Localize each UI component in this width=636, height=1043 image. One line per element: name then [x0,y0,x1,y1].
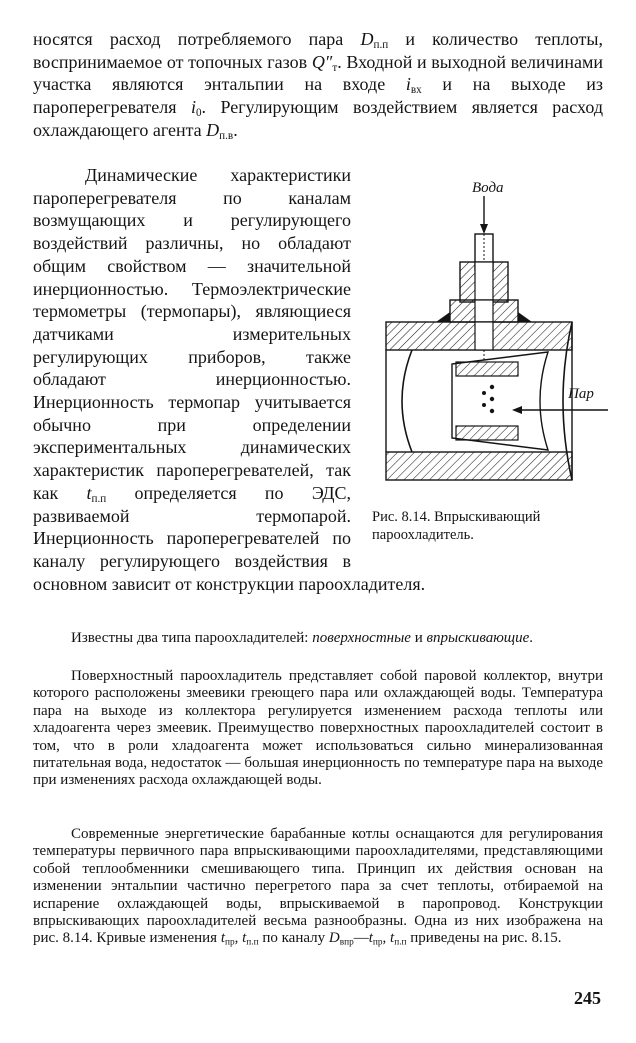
page-number: 245 [574,988,601,1008]
figure-caption: Рис. 8.14. Впрыскивающий пароохладитель. [372,509,541,543]
paragraph-injection-desuperheater: Современные энергетические барабанные котлы оснащаются для регулирования температуры первичного пара впрыскивающими пароохладителями, представляющими собой теплообменники смешивающего типа. Принцип их действия основан на изменении энтальпии частично перегретого пара за счет теплоты, отбираемой на испарение охлаждающей воды, впрыскиваемой в паропровод. Конструкции впрыскивающих пароохладителей весьма разнообразны. Одна из них изображена на рис. 8.14. Кривые изменения $t_{пр}$, $t_{п.п}$ по каналу $D_{впр}—t_{пр}$, $t_{п.п}$ приведены на рис. 8.15. [33,826,603,948]
pipe-wall-bottom [386,452,572,480]
paragraph-dynamics: Динамические характеристики пароперегревателя по каналам возмущающих и регулирующего воздействий различны, но обладают общим свойством — значительной инерционностью. Термоэлектрические термометры (термопары), являющиеся датчиками измерительных регулирующих приборов, также обладают инерционностью. Инерционность термопар учитывается обычно при определении экспериментальных динамических характеристик пароперегревателей, так как $t_{п.п}$ определяется по ЭДС, развиваемой термопарой. Инерционность пароперегревателей по каналу регулирующего воздействия в основном зависит от конструкции пароохладителя. [33,164,603,595]
water-arrow-head [480,224,488,234]
paragraph-surface-desuperheater: Поверхностный пароохладитель представляет собой паровой коллектор, внутри которого расположены змеевики греющего пара или охлаждающей воды. Температура пара на выходе из коллектора регулируется изменением расхода теплоты или хладоагента через змеевик. Преимущество поверхностных пароохладителей состоит в том, что в роли хладоагента может использоваться сильно минерализованная питательная вода, недостаток — большая инерционность по температуре пара на выходе при изменениях расхода охлаждающей воды. [33,668,603,789]
label-water: Вода [472,180,504,196]
paragraph-types: Известны два типа пароохладителей: поверхностные и впрыскивающие. [71,630,534,646]
label-steam: Пар [568,386,594,402]
paragraph-top: носятся расход потребляемого пара $D_{п.п}$ и количество теплоты, воспринимаемое от топочных газов $Q''_т$. Входной и выходной величинами участка являются энтальпии на входе $i_{вх}$ и на выходе из пароперегревателя $i_0$. Регулирующим воздействием является расход охлаждающего агента $D_{п.в}$. [33,29,603,142]
steam-arrow-head [512,406,522,414]
desuperheater-figure [372,172,608,502]
